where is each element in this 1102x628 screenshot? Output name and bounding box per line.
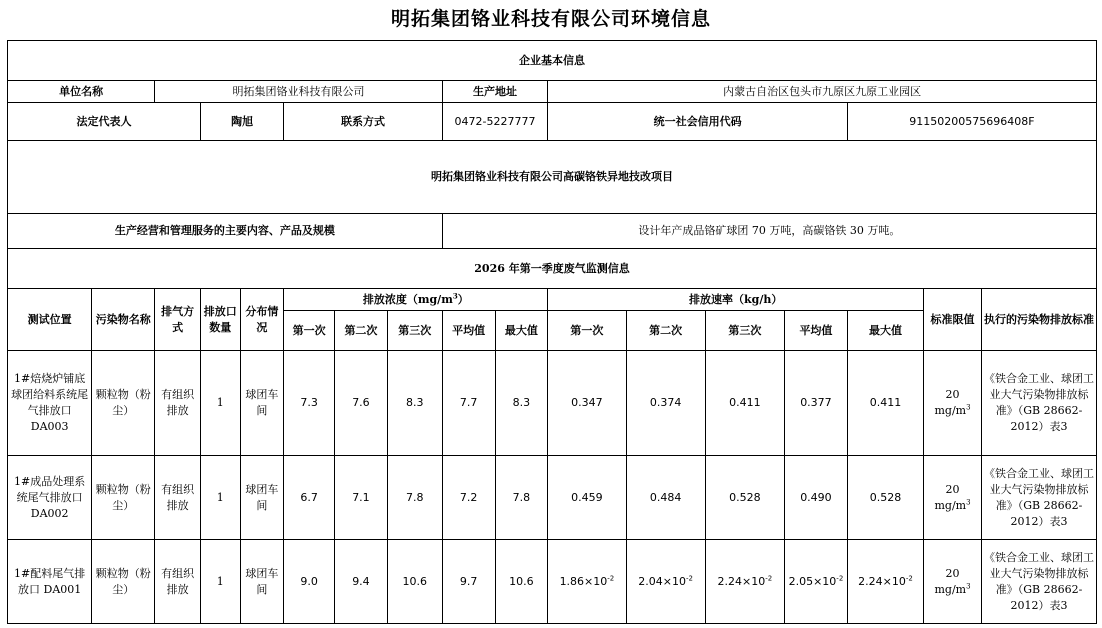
row1-rate-3: 0.411	[705, 351, 784, 456]
row3-rate-3	[705, 540, 784, 624]
unit-name-value: 明拓集团铬业科技有限公司	[155, 81, 442, 103]
section-basic-info: 企业基本信息	[8, 41, 1097, 81]
row3-limit-sup: 3	[966, 581, 971, 590]
header-distribution: 分布情况	[240, 289, 284, 351]
table-row	[8, 540, 1097, 624]
row2-rate-max: 0.528	[847, 456, 923, 540]
address-label: 生产地址	[442, 81, 548, 103]
row2-rate-3: 0.528	[705, 456, 784, 540]
contact-value: 0472-5227777	[442, 103, 548, 141]
credit-code-label: 统一社会信用代码	[548, 103, 848, 141]
row1-rate-max: 0.411	[847, 351, 923, 456]
header-emission-mode: 排气方式	[155, 289, 201, 351]
header-standard: 执行的污染物排放标准	[981, 289, 1096, 351]
header-pollutant: 污染物名称	[92, 289, 155, 351]
section-monitoring: 2026 年第一季度废气监测信息	[8, 249, 1097, 289]
row1-limit-unit: mg/m	[934, 404, 967, 417]
header-concentration-text: 排放浓度（mg/m	[362, 292, 453, 306]
row3-rate-1-mantissa: 1.86×10	[559, 574, 608, 588]
row3-rate-2	[626, 540, 705, 624]
row1-conc-avg: 7.7	[442, 351, 495, 456]
row1-conc-1: 7.3	[284, 351, 335, 456]
row3-rate-avg-exp: -2	[836, 573, 844, 582]
row1-pollutant: 颗粒物（粉尘）	[92, 351, 155, 456]
row3-rate-max-exp: -2	[905, 573, 913, 582]
header-concentration-tail: ）	[457, 292, 469, 306]
credit-code-value: 91150200575696408F	[847, 103, 1096, 141]
header-outlet-count: 排放口数量	[200, 289, 240, 351]
row3-conc-1: 9.0	[284, 540, 335, 624]
row2-conc-3: 7.8	[387, 456, 442, 540]
row3-rate-1	[548, 540, 626, 624]
unit-name-label: 单位名称	[8, 81, 155, 103]
row2-location: 1#成品处理系统尾气排放口 DA002	[8, 456, 92, 540]
row1-conc-3: 8.3	[387, 351, 442, 456]
row3-pollutant: 颗粒物（粉尘）	[92, 540, 155, 624]
row3-limit-value: 20	[945, 566, 960, 580]
row1-standard: 《铁合金工业、球团工业大气污染物排放标准》（GB 28662-2012）表3	[981, 351, 1096, 456]
row2-rate-1: 0.459	[548, 456, 626, 540]
row1-limit-sup: 3	[966, 403, 971, 412]
row3-rate-max-mantissa: 2.24×10	[858, 574, 906, 588]
row3-distribution: 球团车间	[240, 540, 284, 624]
row3-limit-unit: mg/m	[934, 582, 967, 596]
row2-distribution: 球团车间	[240, 456, 284, 540]
header-conc-1: 第一次	[284, 311, 335, 351]
row2-rate-avg: 0.490	[784, 456, 847, 540]
header-conc-2: 第二次	[335, 311, 388, 351]
row1-rate-2: 0.374	[626, 351, 705, 456]
header-concentration	[284, 289, 548, 311]
row1-mode: 有组织排放	[155, 351, 201, 456]
header-rate-max: 最大值	[847, 311, 923, 351]
row1-conc-2: 7.6	[335, 351, 388, 456]
environment-info-table	[7, 40, 1097, 624]
address-value: 内蒙古自治区包头市九原区九原工业园区	[548, 81, 1097, 103]
row2-limit-sup: 3	[966, 497, 971, 506]
header-rate-avg: 平均值	[784, 311, 847, 351]
header-conc-3: 第三次	[387, 311, 442, 351]
row3-rate-2-exp: -2	[685, 573, 693, 582]
row3-rate-avg	[784, 540, 847, 624]
row1-location: 1#焙烧炉铺底球团给料系统尾气排放口 DA003	[8, 351, 92, 456]
row2-rate-2: 0.484	[626, 456, 705, 540]
page-title: 明拓集团铬业科技有限公司环境信息	[390, 8, 711, 30]
row2-count: 1	[200, 456, 240, 540]
row1-distribution: 球团车间	[240, 351, 284, 456]
row3-conc-avg: 9.7	[442, 540, 495, 624]
legal-rep-label: 法定代表人	[8, 103, 201, 141]
row2-mode: 有组织排放	[155, 456, 201, 540]
row3-mode: 有组织排放	[155, 540, 201, 624]
row2-conc-1: 6.7	[284, 456, 335, 540]
row2-limit	[924, 456, 982, 540]
header-conc-max: 最大值	[495, 311, 548, 351]
row1-rate-1: 0.347	[548, 351, 626, 456]
business-value: 设计年产成品铬矿球团 70 万吨，高碳铬铁 30 万吨。	[442, 214, 1096, 249]
header-rate-1: 第一次	[548, 311, 626, 351]
row2-conc-max: 7.8	[495, 456, 548, 540]
header-limit: 标准限值	[924, 289, 982, 351]
row2-standard: 《铁合金工业、球团工业大气污染物排放标准》（GB 28662-2012）表3	[981, 456, 1096, 540]
table-row	[8, 456, 1097, 540]
row2-conc-avg: 7.2	[442, 456, 495, 540]
row1-conc-max: 8.3	[495, 351, 548, 456]
row2-conc-2: 7.1	[335, 456, 388, 540]
row3-conc-max: 10.6	[495, 540, 548, 624]
row3-rate-avg-mantissa: 2.05×10	[788, 574, 837, 588]
row2-limit-value: 20	[945, 482, 960, 496]
header-rate-3: 第三次	[705, 311, 784, 351]
row3-standard: 《铁合金工业、球团工业大气污染物排放标准》（GB 28662-2012）表3	[981, 540, 1096, 624]
row2-pollutant: 颗粒物（粉尘）	[92, 456, 155, 540]
header-location: 测试位置	[8, 289, 92, 351]
row3-location: 1#配料尾气排放口 DA001	[8, 540, 92, 624]
row1-count: 1	[200, 351, 240, 456]
project-title: 明拓集团铬业科技有限公司高碳铬铁异地技改项目	[8, 141, 1097, 214]
header-concentration-sup: 3	[452, 290, 458, 300]
contact-label: 联系方式	[284, 103, 442, 141]
row2-limit-unit: mg/m	[934, 498, 967, 512]
row3-conc-3: 10.6	[387, 540, 442, 624]
row3-conc-2: 9.4	[335, 540, 388, 624]
legal-rep-value: 陶旭	[200, 103, 283, 141]
row3-rate-3-exp: -2	[765, 573, 773, 582]
row3-rate-2-mantissa: 2.04×10	[638, 574, 686, 588]
row1-rate-avg: 0.377	[784, 351, 847, 456]
row3-rate-1-exp: -2	[607, 573, 615, 582]
table-row	[8, 351, 1097, 456]
header-rate: 排放速率（kg/h）	[548, 289, 924, 311]
row3-rate-max	[847, 540, 923, 624]
row3-limit	[924, 540, 982, 624]
row3-rate-3-mantissa: 2.24×10	[717, 574, 766, 588]
header-rate-2: 第二次	[626, 311, 705, 351]
row1-limit-value: 20	[945, 388, 960, 401]
row1-limit	[924, 351, 982, 456]
row3-count: 1	[200, 540, 240, 624]
business-label: 生产经营和管理服务的主要内容、产品及规模	[8, 214, 443, 249]
header-conc-avg: 平均值	[442, 311, 495, 351]
